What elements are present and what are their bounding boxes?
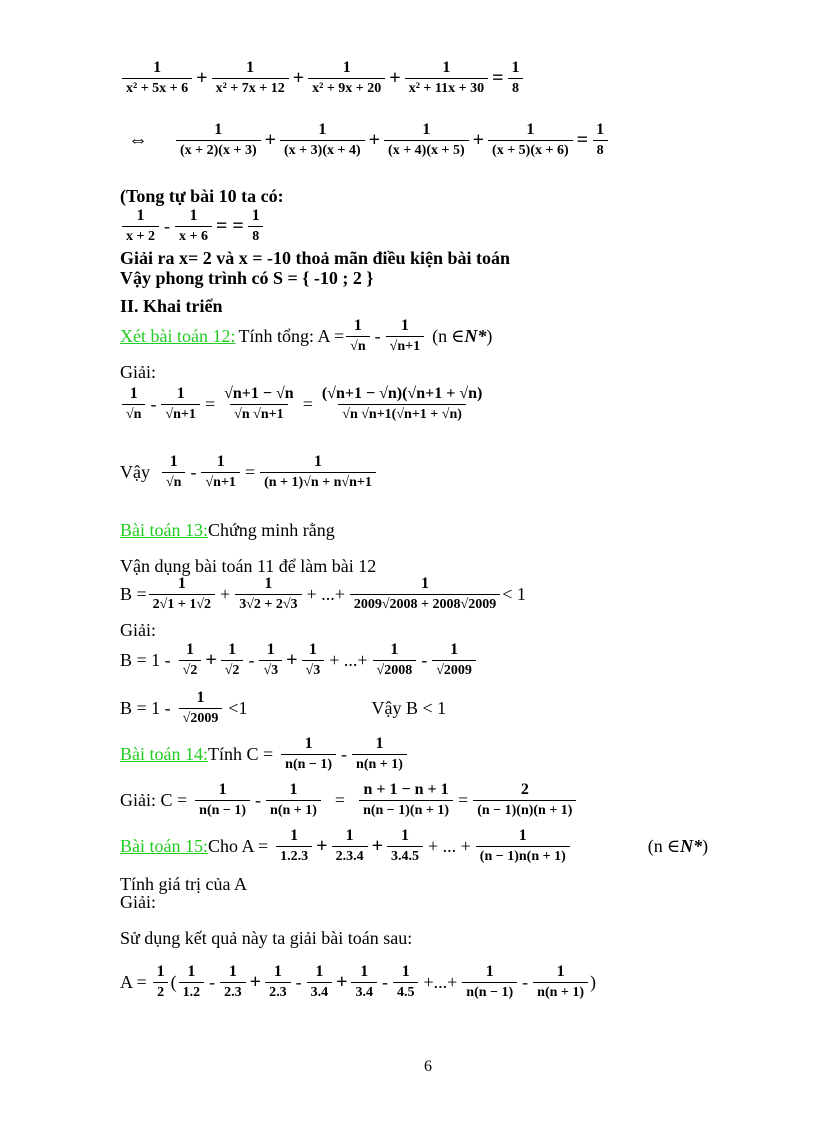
fraction: $\frac{1}{√2009}$ [432,640,476,681]
fraction: $\frac{1}{8}$ [592,120,608,161]
equation-line-1: $\frac{1}{\text{x² + 5x + 6}}$ + $\frac{1}{\text{x² + 7x + 12}}$ + $\frac{1}{\text{x² + 9x + 20}}$ + $\frac{1}{\text{x² + 11x + 30}}$ = $\frac{1}{8}$ [120,58,525,99]
fraction: $\frac{1}{√2009}$ [179,688,223,729]
fraction: $\frac{1}{2.3}$ [220,962,246,1003]
solution-label: Giải: [120,362,156,382]
sum-B-line: B = $\frac{1}{2√1 + 1√2}$ + $\frac{1}{3√2 + 2√3}$ + ...+ $\frac{1}{2009√2008 + 2008√2009}$ < 1 [120,574,526,615]
problem-14-label: Bài toán 14: [120,744,208,764]
fraction: $\frac{1}{1.2}$ [179,962,205,1003]
fraction: $\frac{1}{√3}$ [259,640,282,681]
fraction: $\frac{1}{(x + 5)(x + 6)}$ [488,120,573,161]
fraction: $\frac{1}{n(n - 1)}$ [195,780,250,821]
fraction: $\frac{1}{3.4}$ [351,962,377,1003]
fraction: $\frac{n + 1 - n + 1}{n(n - 1)(n + 1)}$ [359,780,453,821]
use-result-text: Sử dụng kết quả này ta giải bài toán sau: [120,928,413,948]
fraction: $\frac{(√n+1 - √n)(√n+1 + √n)}{√n √n+1(√n+1 + √n)}$ [318,384,487,425]
fraction: $\frac{1}{3.4.5}$ [387,826,423,867]
problem-12-line: Xét bài toán 12: Tính tổng: A = $\frac{1}{√n}$ - $\frac{1}{√n+1}$ (n ∈ N* ) [120,316,492,357]
fraction: $\frac{1}{√n+1}$ [161,384,199,425]
fraction: $\frac{1}{n(n - 1)}$ [281,734,336,775]
equation-line-3: $\frac{1}{x + 2}$ - $\frac{1}{x + 6}$ = = $\frac{1}{8}$ [120,206,266,247]
fraction: $\frac{1}{√n+1}$ [386,316,424,357]
problem-15-label: Bài toán 15: [120,836,208,856]
fraction: $\frac{1}{√2}$ [221,640,244,681]
fraction: $\frac{1}{x + 2}$ [122,206,159,247]
fraction: $\frac{1}{(n + 1)√n + n√n+1}$ [260,452,376,493]
problem-12-label: Xét bài toán 12: [120,326,236,346]
fraction: $\frac{1}{(x + 3)(x + 4)}$ [280,120,365,161]
fraction: $\frac{1}{\text{x² + 11x + 30}}$ [405,58,488,99]
sum-A-line: A = $\frac{1}{2}$ ( $\frac{1}{1.2}$ - $\frac{1}{2.3}$ + $\frac{1}{2.3}$ - $\frac{1}{3.4}$ + $\frac{1}{3.4}$ - $\frac{1}{4.5}$ +...+ $\frac{1}{n(n - 1)}$ - $\frac{1}{n(n + 1)}$ ) [120,962,596,1003]
fraction: $\frac{1}{3.4}$ [307,962,333,1003]
fraction: $\frac{1}{n(n + 1)}$ [352,734,407,775]
problem-14-solution: Giải: C = $\frac{1}{n(n - 1)}$ - $\frac{1}{n(n + 1)}$ = $\frac{n + 1 - n + 1}{n(n - 1)(n + 1)}$ = $\frac{2}{(n - 1)(n)(n + 1)}$ [120,780,578,821]
fraction: $\frac{1}{3√2 + 2√3}$ [235,574,301,615]
fraction: $\frac{1}{n(n - 1)}$ [462,962,517,1003]
solution-text: Giải ra x= 2 và x = -10 thoả mãn điều kiện bài toán [120,248,511,268]
fraction: $\frac{1}{n(n + 1)}$ [266,780,321,821]
fraction: $\frac{1}{√n}$ [122,384,145,425]
problem-15-line: Bài toán 15: Cho A = $\frac{1}{1.2.3}$ + $\frac{1}{2.3.4}$ + $\frac{1}{3.4.5}$ + ... + $\frac{1}{(n - 1)n(n + 1)}$ (n ∈ N* ) [120,826,708,867]
problem-12-result: Vậy $\frac{1}{√n}$ - $\frac{1}{√n+1}$ = $\frac{1}{(n + 1)√n + n√n+1}$ [120,452,378,493]
fraction: $\frac{2}{(n - 1)(n)(n + 1)}$ [473,780,576,821]
fraction: $\frac{1}{√2}$ [179,640,202,681]
solution-set-text: Vậy phong trình có S = { -10 ; 2 } [120,268,374,288]
fraction: $\frac{1}{\text{x² + 9x + 20}}$ [308,58,385,99]
fraction: $\frac{1}{8}$ [507,58,523,99]
fraction: $\frac{1}{√n+1}$ [201,452,239,493]
fraction: $\frac{1}{\text{x² + 7x + 12}}$ [212,58,289,99]
problem-12-derivation: $\frac{1}{√n}$ - $\frac{1}{√n+1}$ = $\frac{√n+1 - √n}{√n √n+1}$ = $\frac{(√n+1 - √n)(√n+1 + √n)}{√n √n+1(√n+1 + √n)}$ [120,384,488,425]
fraction: $\frac{1}{(x + 2)(x + 3)}$ [176,120,261,161]
equation-line-2: ⇔ $\frac{1}{(x + 2)(x + 3)}$ + $\frac{1}{(x + 3)(x + 4)}$ + $\frac{1}{(x + 4)(x + 5)}$ + $\frac{1}{(x + 5)(x + 6)}$ = $\frac{1}{8}$ [128,120,610,161]
problem-12-text: Tính tổng: A = [238,326,345,346]
fraction: $\frac{1}{√n}$ [162,452,185,493]
problem-13-line: Bài toán 13: Chứng minh rằng [120,520,335,540]
fraction: $\frac{1}{\text{x² + 5x + 6}}$ [122,58,192,99]
fraction: $\frac{1}{√3}$ [302,640,325,681]
fraction: $\frac{1}{√2008}$ [373,640,417,681]
fraction: $\frac{1}{1.2.3}$ [276,826,312,867]
fraction: $\frac{1}{√n}$ [346,316,369,357]
fraction: $\frac{√n+1 - √n}{√n √n+1}$ [220,384,298,425]
problem-13-label: Bài toán 13: [120,520,208,540]
fraction: $\frac{1}{2.3}$ [265,962,291,1003]
fraction: $\frac{1}{2009√2008 + 2008√2009}$ [350,574,500,615]
sum-B-expanded: B = 1 - $\frac{1}{√2}$ + $\frac{1}{√2}$ - $\frac{1}{√3}$ + $\frac{1}{√3}$ + ...+ $\frac{1}{√2008}$ - $\frac{1}{√2009}$ [120,640,478,681]
page-number: 6 [424,1058,432,1075]
fraction: $\frac{1}{x + 6}$ [175,206,212,247]
fraction: $\frac{1}{4.5}$ [393,962,419,1003]
section-heading: II. Khai triển [120,296,223,316]
solution-label: Giải: [120,892,156,912]
fraction: $\frac{1}{(x + 4)(x + 5)}$ [384,120,469,161]
fraction: $\frac{1}{8}$ [248,206,264,247]
solution-label: Giải: [120,620,156,640]
problem-14-line: Bài toán 14: Tính C = $\frac{1}{n(n - 1)}$ - $\frac{1}{n(n + 1)}$ [120,734,409,775]
equivalence-symbol: ⇔ [128,129,148,151]
compute-value-text: Tính giá trị của A [120,874,247,894]
fraction: $\frac{1}{n(n + 1)}$ [533,962,588,1003]
analog-text: (Tong tự bài 10 ta có: [120,186,284,206]
fraction: $\frac{1}{2.3.4}$ [332,826,368,867]
fraction: $\frac{1}{(n - 1)n(n + 1)}$ [476,826,570,867]
fraction: $\frac{1}{2}$ [153,962,169,1003]
apply-text: Vận dụng bài toán 11 để làm bài 12 [120,556,377,576]
fraction: $\frac{1}{2√1 + 1√2}$ [149,574,215,615]
sum-B-conclusion: B = 1 - $\frac{1}{√2009}$ <1 Vậy B < 1 [120,688,446,729]
